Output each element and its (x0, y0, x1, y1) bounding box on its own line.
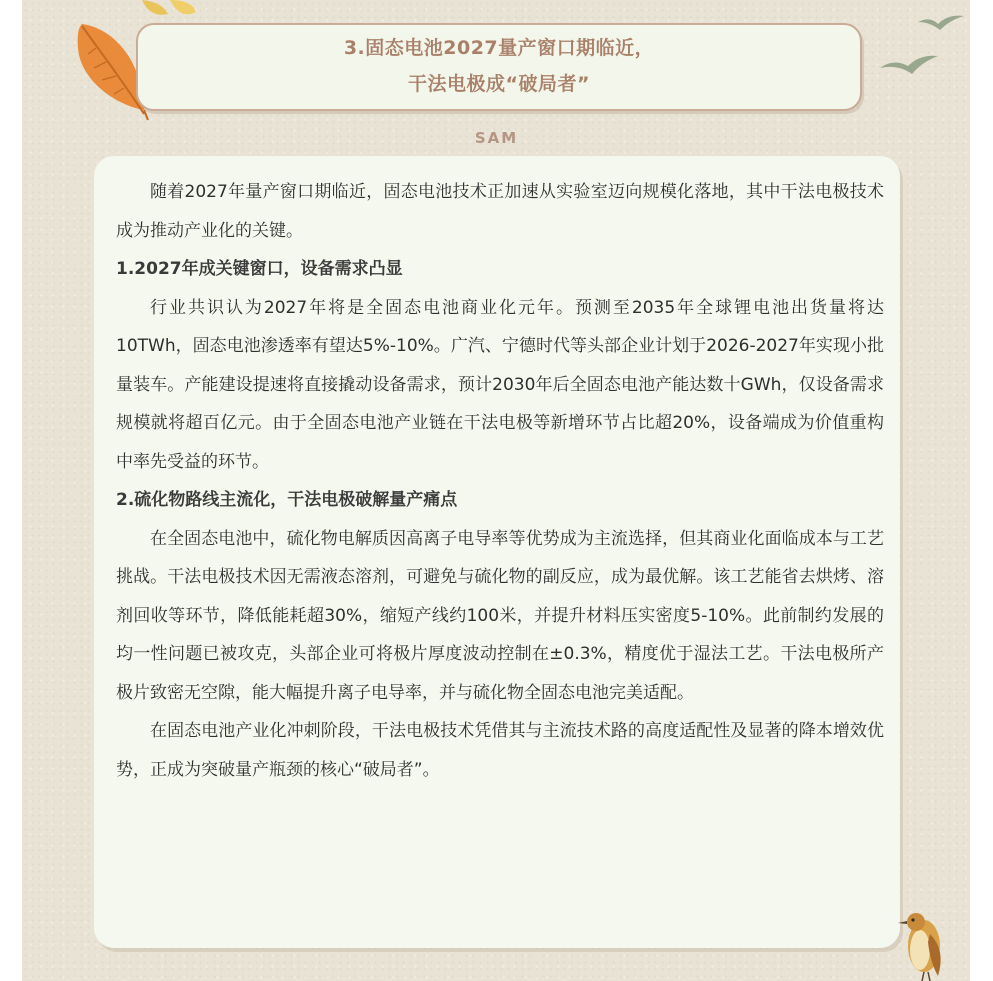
article-content (116, 173, 884, 789)
section-heading-1: 1.2027年成关键窗口，设备需求凸显 (116, 259, 403, 279)
section-heading-2: 2.硫化物路线主流化，干法电极破解量产痛点 (116, 490, 458, 510)
section-body-2: 在全固态电池中，硫化物电解质因高离子电导率等优势成为主流选择，但其商业化面临成本与工艺挑战。干法电极技术因无需液态溶剂，可避免与硫化物的副反应，成为最优解。该工艺能省去烘烤、溶剂回收等环节，降低能耗超30%，缩短产线约100米，并提升材料压实密度5-10%。此前制约发展的均一性问题已被攻克，头部企业可将极片厚度波动控制在±0.3%，精度优于湿法工艺。干法电极所产极片致密无空隙，能大幅提升离子电导率，并与硫化物全固态电池完美适配。 (116, 528, 884, 703)
bird-icon (878, 10, 970, 80)
conclusion-paragraph: 在固态电池产业化冲刺阶段，干法电极技术凭借其与主流技术路的高度适配性及显著的降本增效优势，正成为突破量产瓶颈的核心“破局者”。 (116, 721, 884, 780)
songbird-icon (894, 906, 950, 981)
author-label: SAM (474, 129, 519, 147)
title-box (136, 23, 862, 111)
intro-paragraph: 随着2027年量产窗口期临近，固态电池技术正加速从实验室迈向规模化落地，其中干法电极技术成为推动产业化的关键。 (116, 182, 884, 241)
section-body-1: 行业共识认为2027年将是全固态电池商业化元年。预测至2035年全球锂电池出货量将达10TWh，固态电池渗透率有望达5%-10%。广汽、宁德时代等头部企业计划于2026-2027年实现小批量装车。产能建设提速将直接撬动设备需求，预计2030年后全固态电池产能达数十GWh，仅设备需求规模就将超百亿元。由于全固态电池产业链在干法电极等新增环节占比超20%，设备端成为价值重构中率先受益的环节。 (116, 297, 884, 472)
title-line-2: 干法电极成“破局者” (408, 73, 590, 95)
title-line-1: 3.固态电池2027量产窗口期临近， (343, 37, 655, 59)
